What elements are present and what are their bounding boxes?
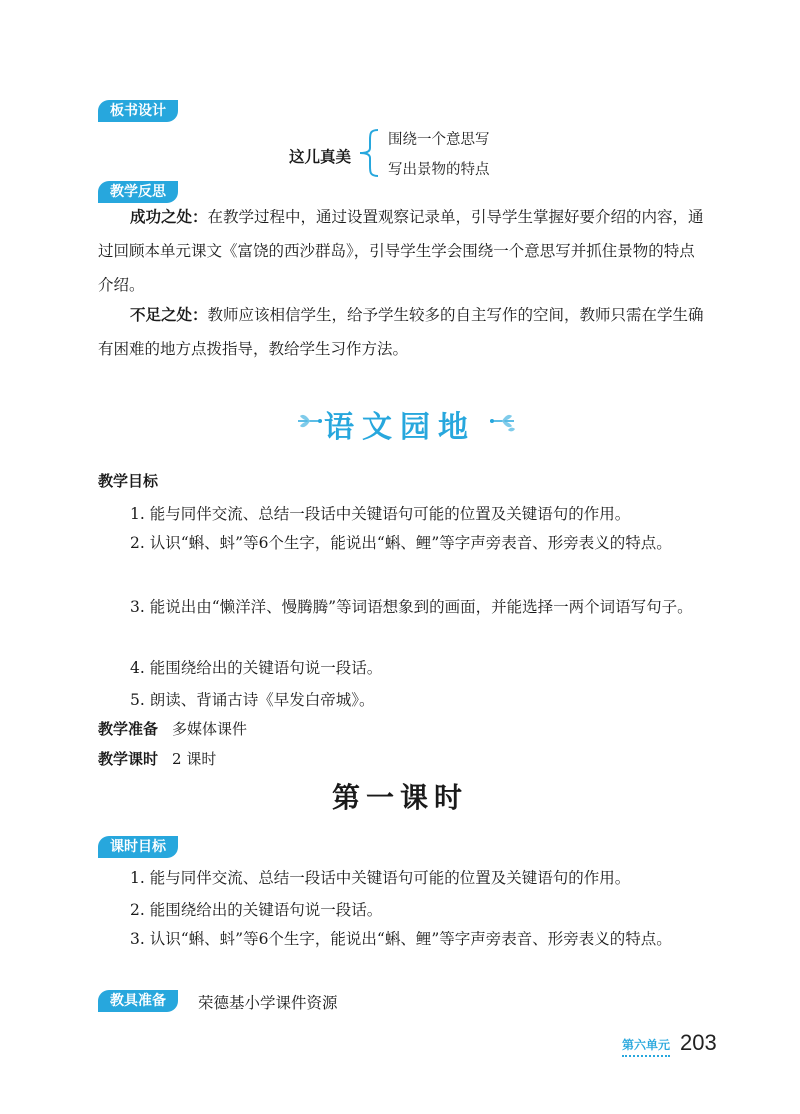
goal-item: 1. 能与同伴交流、总结一段话中关键语句可能的位置及关键语句的作用。 [130,505,631,523]
teaching-goals-heading: 教学目标 [98,472,159,490]
lesson-goal-item: 3. 认识“蝌、蚪”等6个生字，能说出“蝌、鲤”等字声旁表音、形旁表义的特点。 [130,930,672,948]
goal-item: 4. 能围绕给出的关键语句说一段话。 [130,659,383,677]
page-number: 203 [680,1030,717,1055]
teaching-hours-value: 2 课时 [172,750,217,768]
teaching-hours-label: 教学课时 [98,750,159,768]
footer-unit-label: 第六单元 [622,1036,670,1057]
lesson-goal-item: 2. 能围绕给出的关键语句说一段话。 [130,901,383,919]
shortfall-paragraph [98,298,710,366]
right-sprig-icon [486,410,520,436]
board-branch-1: 围绕一个意思写 [388,132,490,148]
board-topic: 这儿真美 [289,148,352,166]
teaching-tools-badge: 教具准备 [98,990,178,1012]
teaching-tools-value: 荣德基小学课件资源 [198,994,338,1012]
success-text: 在教学过程中，通过设置观察记录单，引导学生掌握好要介绍的内容，通过回顾本单元课文《富饶的西沙群岛》，引导学生学会围绕一个意思写并抓住景物的特点介绍。 [98,208,704,294]
board-design-badge: 板书设计 [98,100,178,122]
lesson-goals-badge: 课时目标 [98,836,178,858]
teaching-reflection-badge: 教学反思 [98,181,178,203]
garden-title: 语文园地 [324,410,476,445]
brace-icon [356,128,382,178]
goal-item: 5. 朗读、背诵古诗《早发白帝城》。 [130,691,375,709]
teaching-prep-label: 教学准备 [98,720,159,738]
board-branch-2: 写出景物的特点 [388,162,490,178]
lesson-goal-item: 1. 能与同伴交流、总结一段话中关键语句可能的位置及关键语句的作用。 [130,869,631,887]
teaching-prep-value: 多媒体课件 [172,720,248,738]
success-label: 成功之处： [130,208,208,226]
teaching-prep [98,718,247,739]
shortfall-label: 不足之处： [130,306,208,324]
goal-item: 2. 认识“蝌、蚪”等6个生字，能说出“蝌、鲤”等字声旁表音、形旁表义的特点。 [130,534,672,552]
shortfall-text: 教师应该相信学生，给予学生较多的自主写作的空间，教师只需在学生确有困难的地方点拨指导，教给学生习作方法。 [98,306,704,358]
teaching-hours [98,748,216,769]
goal-item: 3. 能说出由“懒洋洋、慢腾腾”等词语想象到的画面，并能选择一两个词语写句子。 [130,598,693,616]
success-paragraph [98,200,710,302]
lesson-title: 第一课时 [331,781,468,814]
